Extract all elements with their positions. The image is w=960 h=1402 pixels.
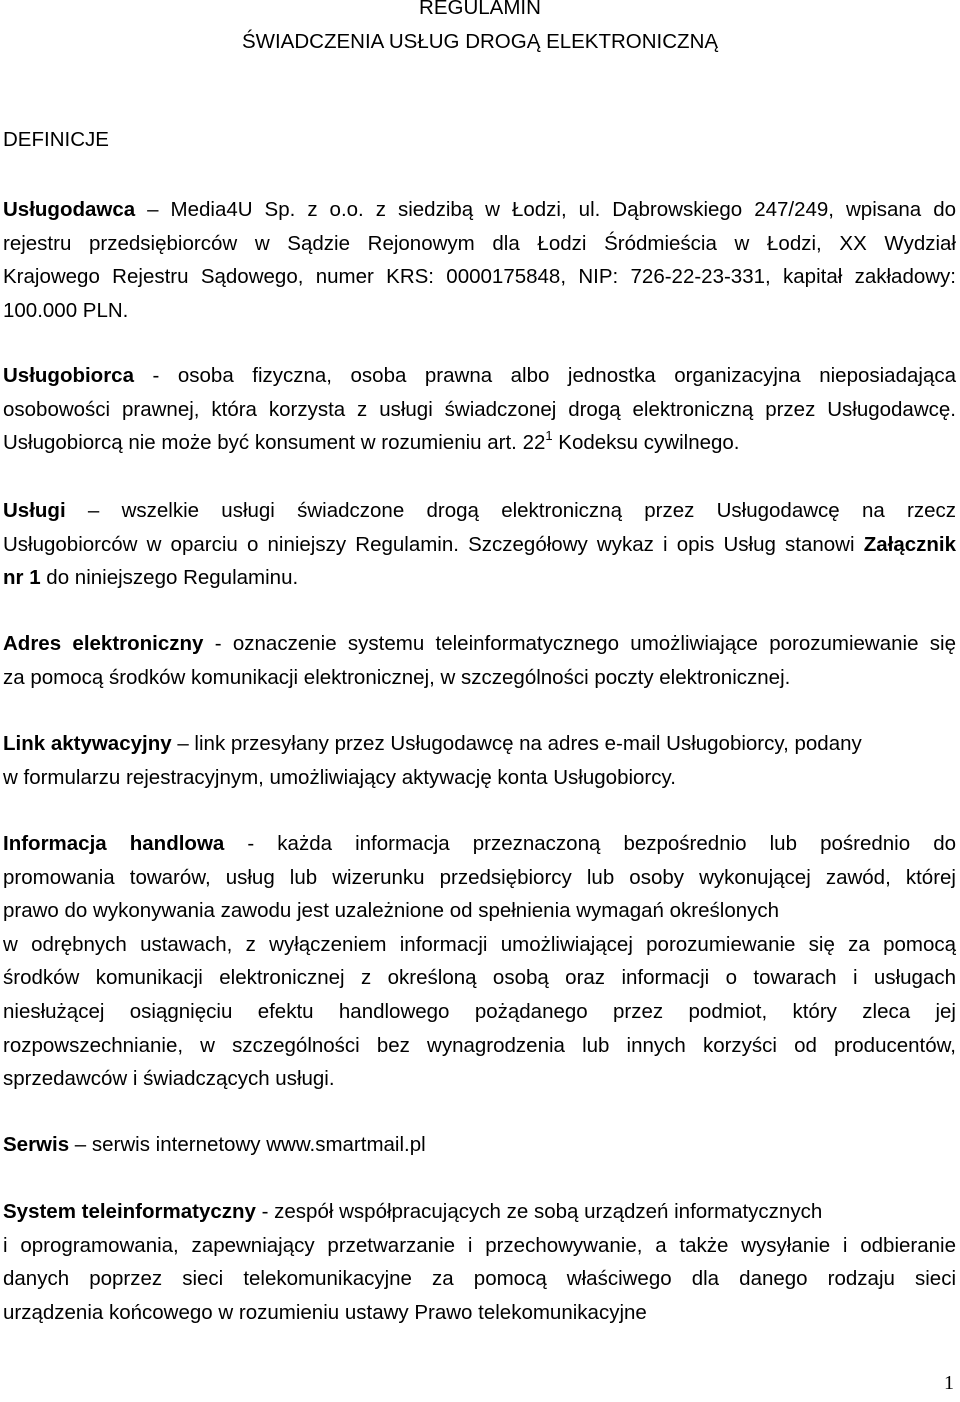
definition-text: - oznaczenie systemu teleinformatycznego umożliwiające porozumiewanie się xyxy=(203,632,956,655)
definition-text: - zespół współpracujących ze sobą urządzeń informatycznych xyxy=(255,1200,823,1223)
term-uslugobiorca: Usługobiorca xyxy=(3,364,134,387)
definition-text: osobowości prawnej, która korzysta z usługi świadczonej drogą elektroniczną przez Usługodawcę. xyxy=(3,397,956,421)
attachment-ref: Załącznik xyxy=(863,532,956,556)
definition-text: - każda informacja przeznaczoną bezpośrednio lub pośrednio do xyxy=(224,832,956,855)
definition-text: promowania towarów, usług lub wizerunku przedsiębiorcy lub osoby wykonującej zawód, której xyxy=(3,865,956,889)
definition-text: Usługobiorcą nie może być konsument w rozumieniu art. 22 xyxy=(3,431,546,455)
definition-text: prawo do wykonywania zawodu jest uzależnione od spełnienia wymagań określonych xyxy=(3,899,780,923)
definition-text: i oprogramowania, zapewniający przetwarzanie i przechowywanie, a także wysyłanie i odbieranie xyxy=(3,1233,956,1257)
section-heading: DEFINICJE xyxy=(3,128,109,151)
definition-adres xyxy=(3,627,956,694)
term-link: Link aktywacyjny xyxy=(3,732,172,755)
definition-text: sprzedawców i świadczących usługi. xyxy=(3,1067,335,1091)
definition-text: 100.000 PLN. xyxy=(3,298,129,322)
definition-link xyxy=(3,727,956,794)
definition-text: w formularzu rejestracyjnym, umożliwiający aktywację konta Usługobiorcy. xyxy=(3,765,676,789)
term-system: System teleinformatyczny xyxy=(3,1200,256,1223)
definition-text: za pomocą środków komunikacji elektronicznej, w szczególności poczty elektronicznej. xyxy=(3,665,791,689)
document-subtitle: ŚWIADCZENIA USŁUG DROGĄ ELEKTRONICZNĄ xyxy=(241,30,719,53)
document-title: REGULAMIN xyxy=(419,0,541,19)
definition-text: - osoba fizyczna, osoba prawna albo jednostka organizacyjna nieposiadająca xyxy=(134,364,956,387)
definition-text: niesłużącej osiągnięciu efektu handlowego pożądanego przez podmiot, który zleca jej xyxy=(3,999,956,1023)
attachment-number: nr 1 xyxy=(3,566,41,590)
superscript: 1 xyxy=(545,428,553,444)
definition-uslugodawca xyxy=(3,193,956,327)
definition-text: – wszelkie usługi świadczone drogą elektroniczną przez Usługodawcę na rzecz xyxy=(65,499,956,522)
definition-text: – Media4U Sp. z o.o. z siedzibą w Łodzi, ul. Dąbrowskiego 247/249, wpisana do xyxy=(135,198,956,221)
definition-text: urządzenia końcowego w rozumieniu ustawy Prawo telekomunikacyjne xyxy=(3,1300,647,1324)
definition-text: rejestru przedsiębiorców w Sądzie Rejonowym dla Łodzi Śródmieścia w Łodzi, XX Wydział xyxy=(3,231,956,255)
definition-text: – link przesyłany przez Usługodawcę na adres e-mail Usługobiorcy, podany xyxy=(171,732,862,755)
term-adres: Adres elektroniczny xyxy=(3,632,204,655)
definition-text: w odrębnych ustawach, z wyłączeniem informacji umożliwiającej porozumiewanie się za pomocą xyxy=(3,932,956,956)
definition-informacja xyxy=(3,827,956,1096)
definition-text: Usługobiorców w oparciu o niniejszy Regulamin. Szczegółowy wykaz i opis Usług stanowi xyxy=(3,532,864,556)
definition-text: Kodeksu cywilnego. xyxy=(552,431,740,455)
definition-text: Krajowego Rejestru Sądowego, numer KRS: 0000175848, NIP: 726-22-23-331, kapitał zakładowy: xyxy=(3,265,956,289)
term-informacja: Informacja handlowa xyxy=(3,832,225,855)
term-uslugodawca: Usługodawca xyxy=(3,198,136,221)
definition-uslugi xyxy=(3,494,956,595)
definition-text: – serwis internetowy www.smartmail.pl xyxy=(69,1133,426,1156)
term-serwis: Serwis xyxy=(3,1133,70,1156)
page-number: 1 xyxy=(944,1372,954,1394)
definition-text: środków komunikacji elektronicznej z określoną osobą oraz informacji o towarach i usługach xyxy=(3,966,956,990)
definition-system xyxy=(3,1195,956,1329)
definition-text: rozpowszechnianie, w szczególności bez wynagrodzenia lub innych korzyści od producentów, xyxy=(3,1033,956,1057)
definition-text: do niniejszego Regulaminu. xyxy=(40,566,299,590)
definition-serwis xyxy=(3,1128,956,1162)
definition-uslugobiorca xyxy=(3,359,956,460)
term-uslugi: Usługi xyxy=(3,499,66,522)
definition-text: danych poprzez sieci telekomunikacyjne za pomocą właściwego dla danego rodzaju sieci xyxy=(3,1267,956,1291)
